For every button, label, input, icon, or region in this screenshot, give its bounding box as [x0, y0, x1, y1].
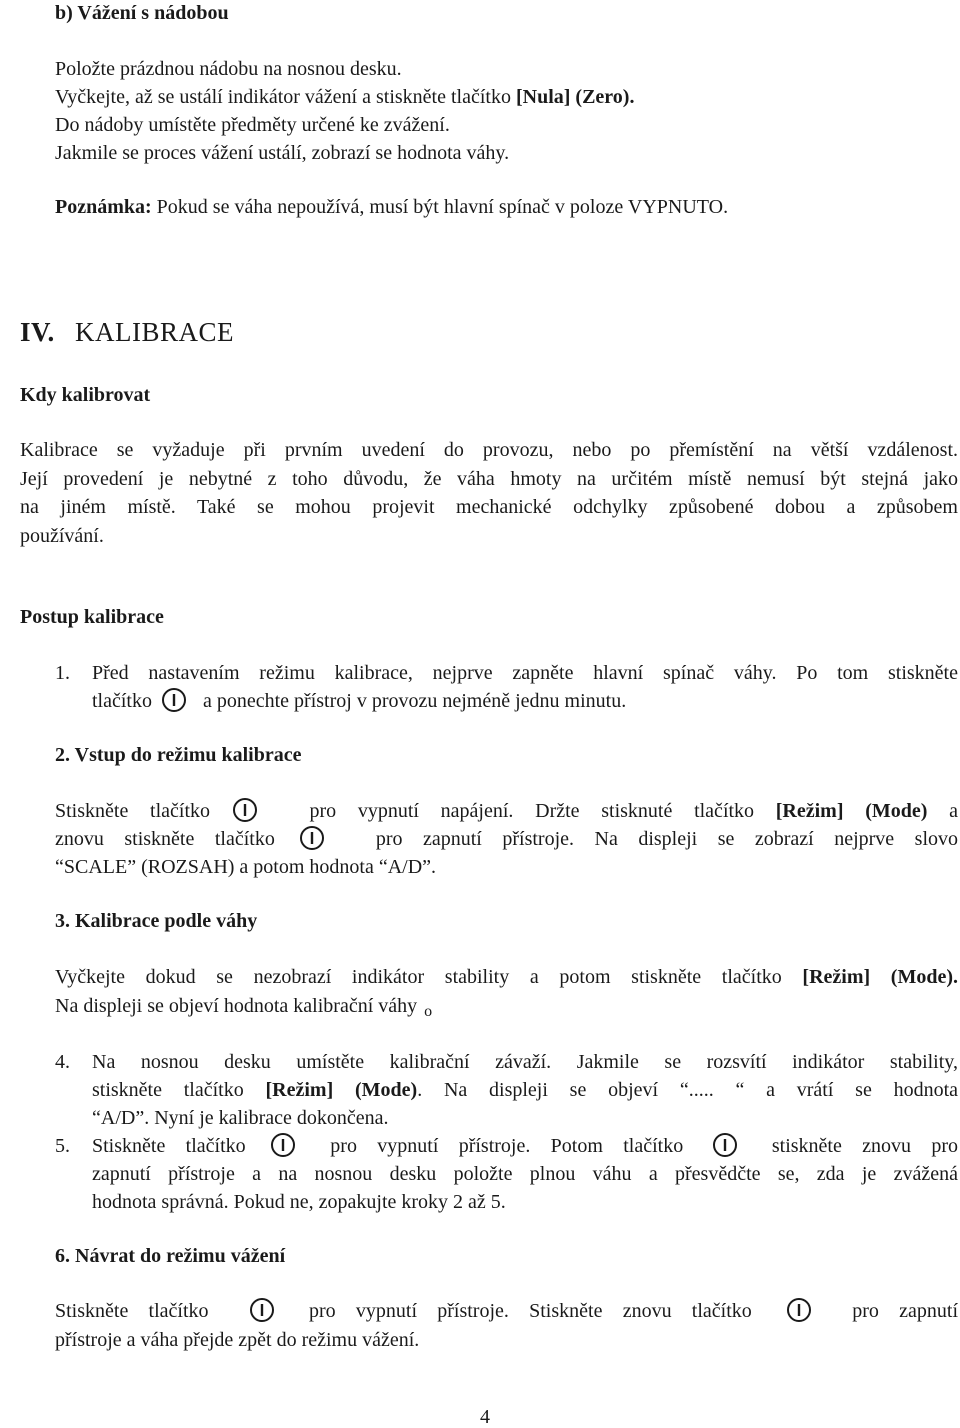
text-line: znovu stiskněte tlačítko pro zapnutí přístroje. Na displeji se zobrazí nejprve slovo: [55, 825, 958, 853]
text-line: Na nosnou desku umístěte kalibrační závaží. Jakmile se rozsvítí indikátor stability,: [92, 1051, 958, 1073]
text-line: Položte prázdnou nádobu na nosnou desku.: [55, 58, 402, 80]
step-number: 1.: [55, 662, 70, 684]
note: Poznámka: Pokud se váha nepoužívá, musí být hlavní spínač v poloze VYPNUTO.: [55, 196, 729, 218]
text-line: hodnota správná. Pokud ne, zopakujte kroky 2 až 5.: [92, 1191, 506, 1213]
section-title: KALIBRACE: [75, 317, 234, 347]
text-line: Stiskněte tlačítko pro vypnutí přístroje. Stiskněte znovu tlačítko pro zapnutí: [55, 1297, 958, 1325]
text-line: Stiskněte tlačítko pro vypnutí přístroje. Potom tlačítko stiskněte znovu pro: [92, 1132, 958, 1160]
text-line: zapnutí přístroje a na nosnou desku položte plnou váhu a přesvědčte se, zda je zvážená: [92, 1163, 958, 1185]
text-line: Její provedení je nebytné z toho důvodu, že váha hmoty na určitém místě nemusí být stejná jako: [20, 468, 958, 490]
step-heading: 6. Návrat do režimu vážení: [55, 1245, 286, 1267]
subheading-when: Kdy kalibrovat: [20, 384, 151, 406]
power-icon: [299, 825, 325, 851]
step-heading: 2. Vstup do režimu kalibrace: [55, 744, 302, 766]
text-line: Vyčkejte dokud se nezobrazí indikátor stability a potom stiskněte tlačítko [Režim] (Mode).: [55, 966, 958, 988]
text-line: Kalibrace se vyžaduje při prvním uvedení do provozu, nebo po přemístění na větší vzdálenost.: [20, 439, 958, 461]
section-b-heading: b) Vážení s nádobou: [55, 2, 229, 24]
text-line: na jiném místě. Také se mohou projevit mechanické odchylky způsobené dobou a způsobem: [20, 496, 958, 518]
text-line: Vyčkejte, až se ustálí indikátor vážení a stiskněte tlačítko [Nula] (Zero).: [55, 86, 635, 108]
section-number: IV.: [20, 317, 55, 347]
text-line: “SCALE” (ROZSAH) a potom hodnota “A/D”.: [55, 856, 437, 878]
subheading-procedure: Postup kalibrace: [20, 606, 164, 628]
text-line: používání.: [20, 525, 104, 547]
text-line: stiskněte tlačítko [Režim] (Mode). Na displeji se objeví “..... “ a vrátí se hodnota: [92, 1079, 959, 1101]
text-line: Jakmile se proces vážení ustálí, zobrazí se hodnota váhy.: [55, 142, 510, 164]
text-line: přístroje a váha přejde zpět do režimu vážení.: [55, 1329, 420, 1351]
step-number: 5.: [55, 1135, 70, 1157]
text-line: Před nastavením režimu kalibrace, nejprve zapněte hlavní spínač váhy. Po tom stiskněte: [92, 662, 958, 684]
text-line: Na displeji se objeví hodnota kalibrační váhy $_o$: [55, 995, 433, 1020]
power-icon: [232, 797, 258, 823]
step-heading: 3. Kalibrace podle váhy: [55, 910, 258, 932]
text-line: tlačítko a ponechte přístroj v provozu nejméně jednu minutu.: [92, 687, 626, 715]
power-icon: [786, 1297, 812, 1323]
text-line: Stiskněte tlačítko pro vypnutí napájení. Držte stisknuté tlačítko [Režim] (Mode) a: [55, 797, 958, 825]
page-number: 4: [480, 1406, 490, 1428]
step-number: 4.: [55, 1051, 70, 1073]
power-icon: [249, 1297, 275, 1323]
power-icon: [161, 687, 187, 713]
power-icon: [270, 1132, 296, 1158]
power-icon: [712, 1132, 738, 1158]
text-line: Do nádoby umístěte předměty určené ke zvážení.: [55, 114, 450, 136]
text-line: “A/D”. Nyní je kalibrace dokončena.: [92, 1107, 389, 1129]
